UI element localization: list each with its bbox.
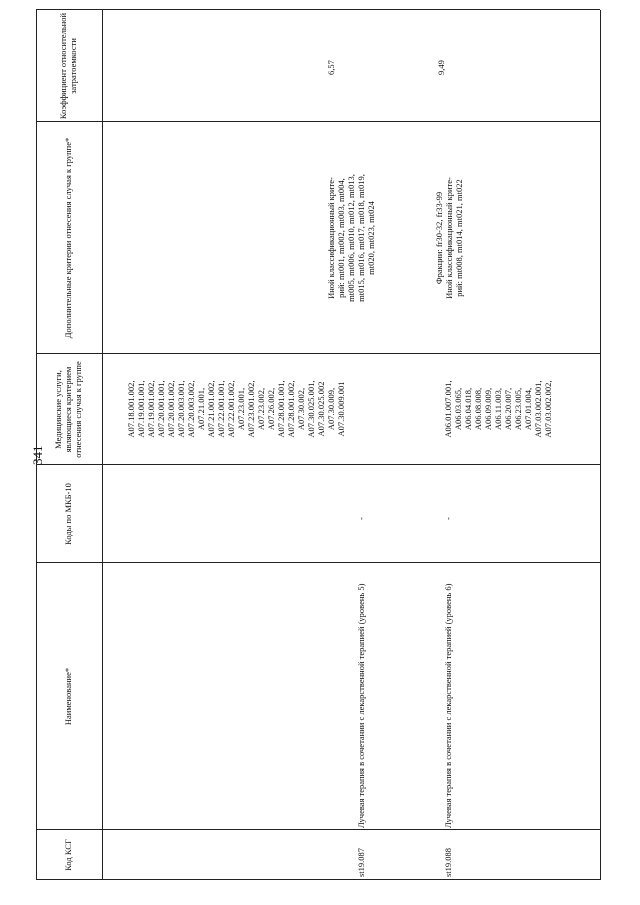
criteria-line: Иной классификационный крите- (326, 177, 336, 299)
service-code: A07.20.001.001, (156, 380, 166, 438)
row-services (126, 355, 346, 463)
row-code: st19.088 (443, 847, 453, 877)
row-code: st19.087 (356, 847, 366, 877)
ksg-table (36, 10, 600, 880)
criteria-line: mt020, mt023, mt024 (366, 201, 376, 275)
service-code: A07.03.002.001, (533, 380, 543, 438)
row-criteria (434, 124, 464, 352)
header-services: Медицинские услуги, являющиеся критерием отнесения случая к группе (53, 361, 83, 458)
service-code: A07.20.003.002, (186, 380, 196, 438)
service-code: A07.01.004, (523, 387, 533, 431)
service-code: A07.30.009.001 (336, 381, 346, 437)
criteria-line: Иной классификационный крите- (444, 177, 454, 299)
service-code: A07.30.025.001, (306, 380, 316, 438)
service-code: A07.23.002, (256, 387, 266, 431)
service-code: A07.23.001, (236, 387, 246, 431)
service-code: A06.09.009, (483, 387, 493, 431)
header-name: Наименование* (63, 667, 73, 726)
service-code: A06.20.007, (503, 387, 513, 431)
row-services (443, 355, 553, 463)
table-bottom-border (600, 10, 601, 880)
header-bottom-border (102, 10, 103, 880)
service-code: A07.28.001.002, (286, 380, 296, 438)
service-code: A07.30.025.002 (316, 381, 326, 437)
service-code: A07.03.002.002, (543, 380, 553, 438)
criteria-line: рий: mt001, mt002, mt003, mt004, (336, 178, 346, 298)
header-coef: Коэффициент относительной затратоемкости (58, 12, 78, 120)
service-code: A07.21.001.002, (206, 380, 216, 438)
criteria-line: mt005, mt006, mt010, mt012, mt013, (346, 174, 356, 302)
col-divider (36, 464, 600, 465)
service-code: A06.11.003, (493, 388, 503, 430)
header-mkb: Коды по МКБ-10 (63, 483, 73, 545)
service-code: A07.19.001.002, (146, 380, 156, 438)
service-code: A06.01.007.001, (443, 380, 453, 438)
header-criteria: Дополнительные критерии отнесения случая к группе* (63, 137, 73, 339)
service-code: A07.30.002, (296, 387, 306, 431)
service-code: A07.22.001.001, (216, 380, 226, 438)
service-code: A07.26.002, (266, 387, 276, 431)
row-coef: 9,49 (436, 60, 446, 75)
service-code: A07.22.001.002, (226, 380, 236, 438)
table-right-border (36, 9, 600, 10)
row-mkb: - (443, 517, 453, 520)
service-code: A06.23.005, (513, 387, 523, 431)
row-mkb: - (356, 517, 366, 520)
col-divider (36, 353, 600, 354)
page-number: 341 (30, 445, 45, 465)
criteria-line: рий: mt008, mt014, mt021, mt022 (454, 179, 464, 297)
service-code: A07.28.001.001, (276, 380, 286, 438)
service-code: A07.19.001.001, (136, 380, 146, 438)
service-code: A07.18.001.002, (126, 380, 136, 438)
col-divider (36, 829, 600, 830)
service-code: A06.08.008, (473, 387, 483, 431)
col-divider (36, 562, 600, 563)
row-criteria (326, 124, 376, 352)
criteria-line: mt015, mt016, mt017, mt018, mt019, (356, 174, 366, 302)
service-code: A07.30.009, (326, 387, 336, 431)
criteria-line: Фракции: fr30-32, fr33-99 (434, 191, 444, 285)
col-divider (36, 121, 600, 122)
service-code: A07.20.001.002, (166, 380, 176, 438)
service-code: A06.04.018, (463, 387, 473, 431)
service-code: A07.21.001, (196, 387, 206, 431)
service-code: A06.03.065, (453, 387, 463, 431)
row-coef: 6,57 (326, 60, 336, 75)
row-name: Лучевая терапия в сочетании с лекарственной терапией (уровень 5) (356, 583, 366, 828)
table-left-border (36, 879, 600, 880)
service-code: A07.20.003.001, (176, 380, 186, 438)
header-code: Код КСГ (63, 839, 73, 871)
service-code: A07.23.001.002, (246, 380, 256, 438)
row-name: Лучевая терапия в сочетании с лекарственной терапией (уровень 6) (443, 583, 453, 828)
table-top-border (36, 10, 37, 880)
